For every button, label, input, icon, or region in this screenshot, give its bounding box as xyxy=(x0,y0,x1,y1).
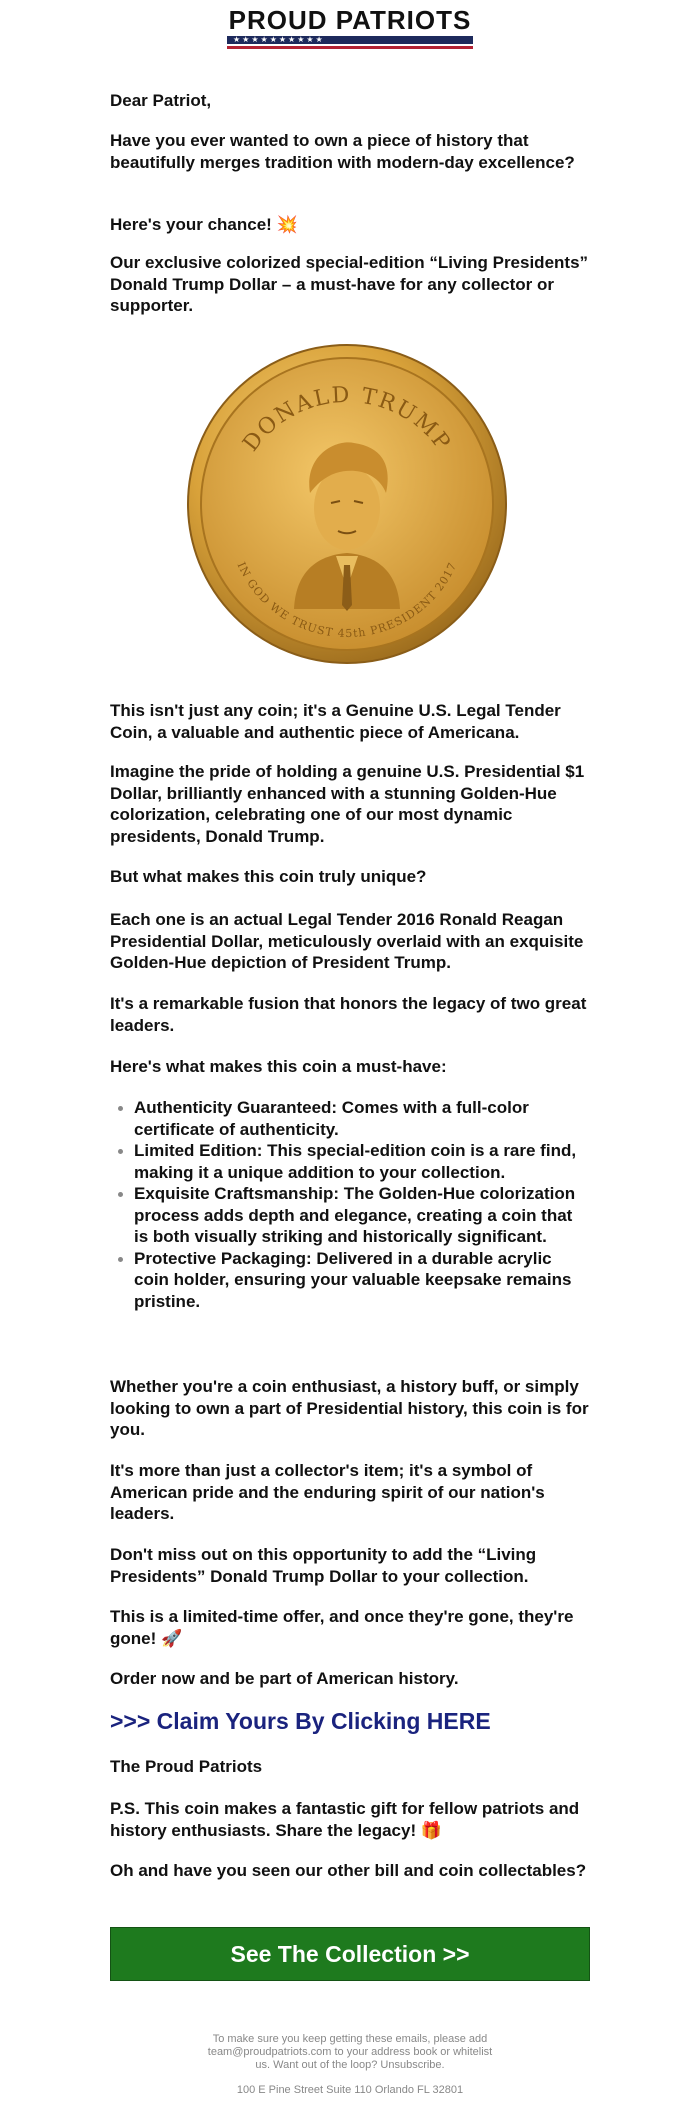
paragraph-unique: But what makes this coin truly unique? xyxy=(110,867,427,886)
bullet-icon xyxy=(118,1192,123,1197)
rocket-icon: 🚀 xyxy=(161,1628,183,1649)
feature-list xyxy=(110,1097,590,1312)
signature: The Proud Patriots xyxy=(110,1757,263,1776)
coin-top-text: DONALD TRUMP xyxy=(238,382,456,457)
paragraph-reagan: Each one is an actual Legal Tender 2016 Ronald Reagan Presidential Dollar, meticulously overlaid with an exquisite Golden-Hue depiction of President Trump. xyxy=(110,910,584,972)
coin-bottom-text: IN GOD WE TRUST 45th PRESIDENT 2017 xyxy=(234,560,460,641)
trump-coin-image[interactable] xyxy=(186,343,508,665)
footer-notice: To make sure you keep getting these emails, please add team@proudpatriots.com to your address book or whitelist us. Want out of the loop? Unsubscribe. xyxy=(207,2033,493,2071)
bullet-icon xyxy=(118,1106,123,1111)
list-item: Exquisite Craftsmanship: The Golden-Hue colorization process adds depth and elegance, creating a coin that is both visually striking and historically significant. xyxy=(110,1183,590,1248)
list-item: Protective Packaging: Delivered in a durable acrylic coin holder, ensuring your valuable keepsake remains pristine. xyxy=(110,1248,590,1313)
logo-stars: ★★★★★★★★★★ xyxy=(233,35,325,44)
paragraph-imagine: Imagine the pride of holding a genuine U.S. Presidential $1 Dollar, brilliantly enhanced with a stunning Golden-Hue colorization, celebrating one of our most dynamic presidents, Donald Trump. xyxy=(110,762,585,846)
paragraph-order-now: Order now and be part of American history. xyxy=(110,1669,459,1688)
greeting: Dear Patriot, xyxy=(110,91,212,110)
logo-text: PROUD PATRIOTS xyxy=(228,5,472,35)
claim-yours-link[interactable]: >>> Claim Yours By Clicking HERE xyxy=(110,1708,491,1734)
proud-patriots-logo[interactable] xyxy=(225,6,475,54)
paragraph-collectables: Oh and have you seen our other bill and coin collectables? xyxy=(110,1861,587,1880)
paragraph-enthusiast: Whether you're a coin enthusiast, a history buff, or simply looking to own a part of Presidential history, this coin is for you. xyxy=(110,1377,589,1439)
bullet-icon xyxy=(118,1149,123,1154)
paragraph-must-have: Here's what makes this coin a must-have: xyxy=(110,1057,447,1076)
gift-icon: 🎁 xyxy=(420,1820,443,1841)
paragraph-chance: Here's your chance! 💥 xyxy=(110,215,298,235)
list-item: Limited Edition: This special-edition coin is a rare find, making it a unique addition to your collection. xyxy=(110,1140,590,1183)
logo-flag-bar xyxy=(227,36,473,50)
paragraph-symbol: It's more than just a collector's item; it's a symbol of American pride and the enduring spirit of our nation's leaders. xyxy=(110,1461,545,1523)
paragraph-limited: This is a limited-time offer, and once they're gone, they're gone! 🚀 xyxy=(110,1607,574,1649)
see-collection-button[interactable]: See The Collection >> xyxy=(110,1927,590,1981)
paragraph-ps: P.S. This coin makes a fantastic gift for fellow patriots and history enthusiasts. Share the legacy! 🎁 xyxy=(110,1799,580,1841)
paragraph-fusion: It's a remarkable fusion that honors the legacy of two great leaders. xyxy=(110,994,587,1035)
paragraph-dont-miss: Don't miss out on this opportunity to add the “Living Presidents” Donald Trump Dollar to your collection. xyxy=(110,1545,537,1586)
bullet-icon xyxy=(118,1257,123,1262)
collision-icon: 💥 xyxy=(276,215,298,235)
unsubscribe-link[interactable]: Unsubscribe. xyxy=(380,2059,445,2071)
list-item: Authenticity Guaranteed: Comes with a full-color certificate of authenticity. xyxy=(110,1097,590,1140)
footer-address: 100 E Pine Street Suite 110 Orlando FL 32801 xyxy=(236,2084,464,2096)
paragraph-offer: Our exclusive colorized special-edition “Living Presidents” Donald Trump Dollar – a must-have for any collector or supporter. xyxy=(110,253,589,315)
paragraph-intro: Have you ever wanted to own a piece of history that beautifully merges tradition with modern-day excellence? xyxy=(110,131,575,172)
paragraph-legal-tender: This isn't just any coin; it's a Genuine U.S. Legal Tender Coin, a valuable and authentic piece of Americana. xyxy=(110,701,561,742)
